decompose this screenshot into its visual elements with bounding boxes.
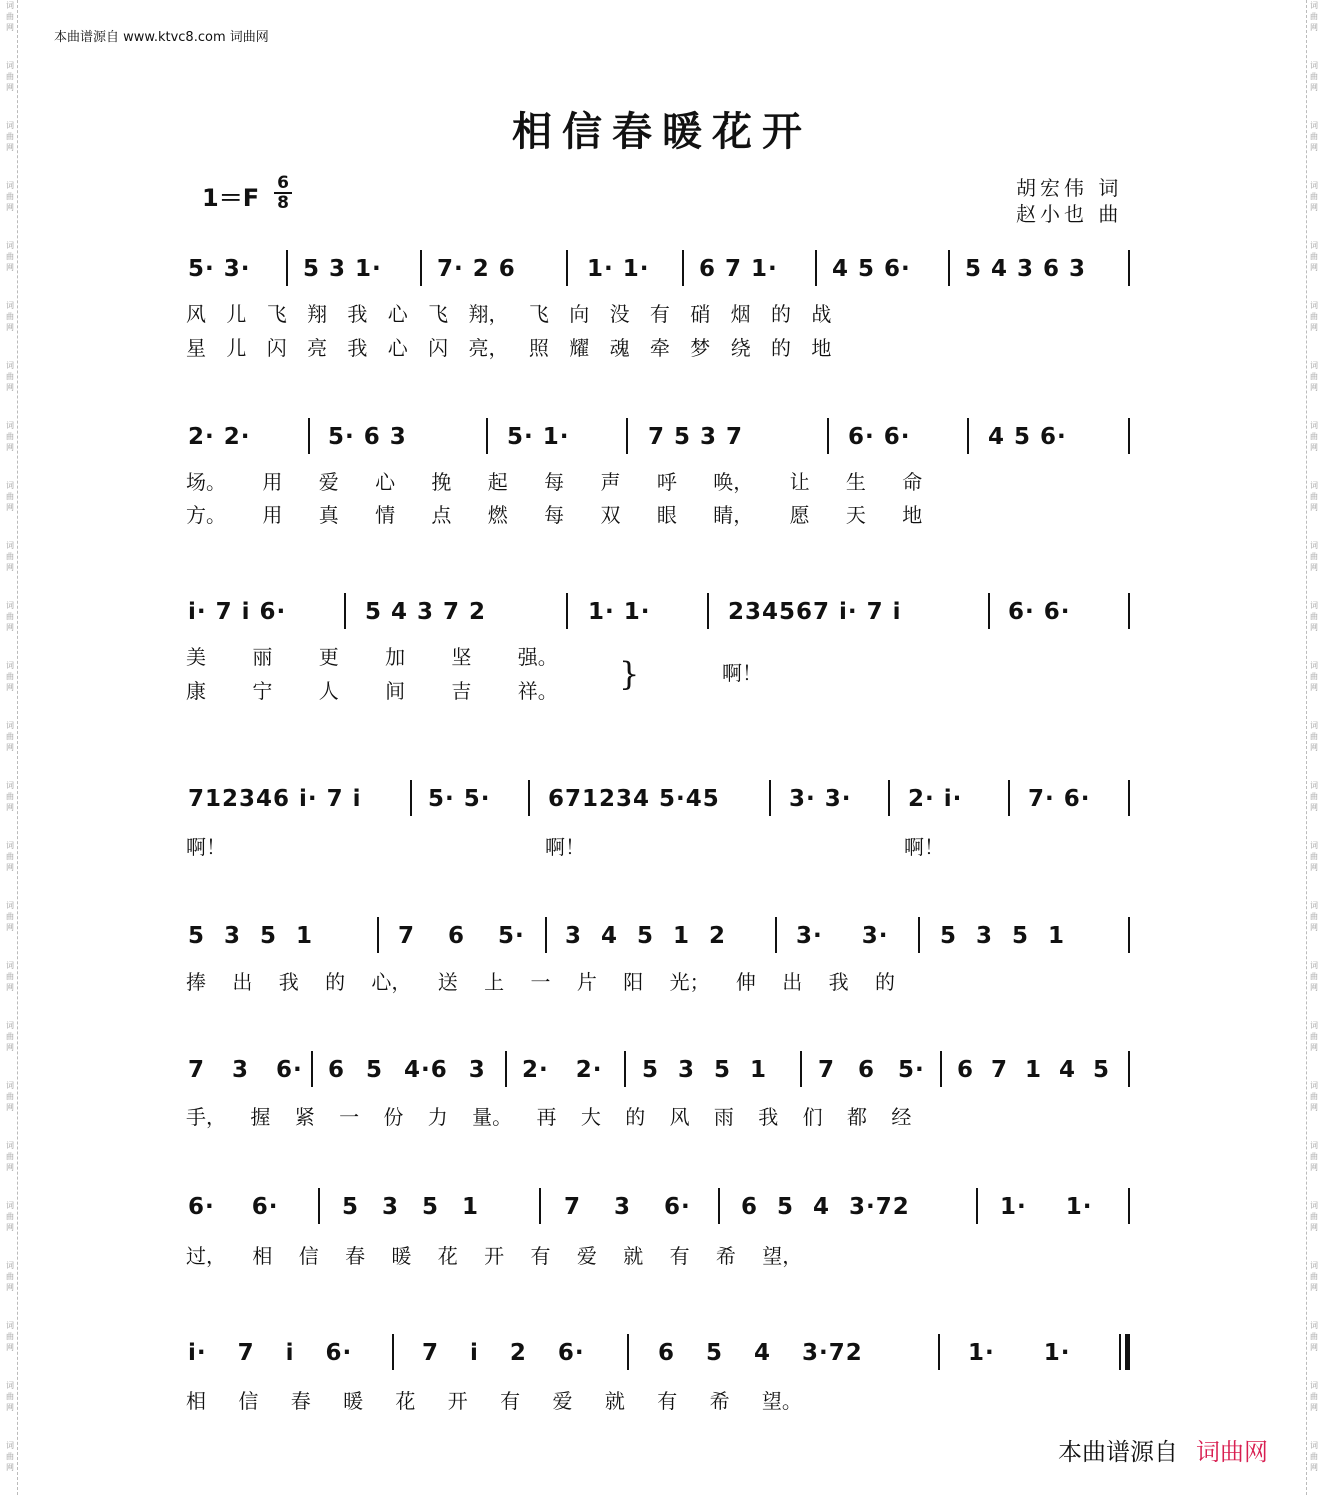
watermark-text: 词 曲 网 bbox=[6, 1321, 14, 1352]
watermark-text: 词 曲 网 bbox=[1310, 721, 1318, 752]
measure: 2· 2· bbox=[188, 424, 251, 450]
barline bbox=[318, 1188, 320, 1224]
watermark-text: 词 曲 网 bbox=[6, 1141, 14, 1172]
measure: 712346 i· 7 i bbox=[188, 786, 362, 812]
watermark-text: 词 曲 网 bbox=[1310, 661, 1318, 692]
barline bbox=[967, 418, 969, 454]
watermark-text: 词 曲 网 bbox=[6, 121, 14, 152]
measure: 7 3 6· bbox=[188, 1057, 303, 1083]
watermark-text: 词 曲 网 bbox=[6, 721, 14, 752]
barline bbox=[948, 250, 950, 286]
watermark-text: 词 曲 网 bbox=[1310, 1081, 1318, 1112]
barline bbox=[800, 1051, 802, 1087]
barline bbox=[1128, 250, 1130, 286]
lyric-line-verse-1: 风 儿 飞 翔 我 心 飞 翔， 飞 向 没 有 硝 烟 的 战 bbox=[186, 302, 832, 326]
barline bbox=[918, 917, 920, 953]
footer-source-prefix: 本曲谱源自 bbox=[1058, 1438, 1178, 1466]
lyric-line-verse-2: 方。 用 真 情 点 燃 每 双 眼 睛， 愿 天 地 bbox=[186, 503, 923, 527]
measure: 5· 6 3 bbox=[328, 424, 407, 450]
watermark-text: 词 曲 网 bbox=[6, 1381, 14, 1412]
interjection: 啊！ bbox=[722, 661, 762, 685]
interjection: 啊！ bbox=[186, 835, 226, 859]
watermark-text: 词 曲 网 bbox=[6, 1081, 14, 1112]
barline bbox=[1128, 780, 1130, 816]
measure: 6 7 1 4 5 bbox=[957, 1057, 1111, 1083]
watermark-text: 词 曲 网 bbox=[1310, 841, 1318, 872]
watermark-text: 词 曲 网 bbox=[1310, 421, 1318, 452]
measure: 5· 3· bbox=[188, 256, 251, 282]
measure: 7 3 6· bbox=[564, 1194, 691, 1220]
measure: i· 7 i 6· bbox=[188, 599, 287, 625]
measure: 6 7 1· bbox=[699, 256, 778, 282]
barline bbox=[1128, 593, 1130, 629]
measure: 3· 3· bbox=[796, 923, 889, 949]
watermark-text: 词 曲 网 bbox=[1310, 781, 1318, 812]
measure: 6· 6· bbox=[188, 1194, 279, 1220]
measure: 1· 1· bbox=[968, 1340, 1071, 1366]
measure: 6 5 4 3·72 bbox=[741, 1194, 910, 1220]
barline bbox=[420, 250, 422, 286]
footer-site-link[interactable]: 词曲网 bbox=[1196, 1438, 1268, 1466]
watermark-text: 词 曲 网 bbox=[6, 601, 14, 632]
barline bbox=[1008, 780, 1010, 816]
measure: 2· 2· bbox=[522, 1057, 603, 1083]
watermark-text: 词 曲 网 bbox=[1310, 1021, 1318, 1052]
measure: 5 4 3 7 2 bbox=[365, 599, 487, 625]
header-source-text[interactable]: 本曲谱源自 www.ktvc8.com 词曲网 bbox=[54, 30, 269, 45]
lyric-line: 过， 相 信 春 暖 花 开 有 爱 就 有 希 望， bbox=[186, 1244, 803, 1268]
barline bbox=[566, 250, 568, 286]
barline bbox=[344, 593, 346, 629]
measure: 5 3 5 1 bbox=[940, 923, 1066, 949]
watermark-text: 词 曲 网 bbox=[1310, 481, 1318, 512]
song-title: 相信春暖花开 bbox=[512, 108, 812, 155]
watermark-text: 词 曲 网 bbox=[6, 901, 14, 932]
watermark-text: 词 曲 网 bbox=[1310, 181, 1318, 212]
barline bbox=[1128, 1051, 1130, 1087]
watermark-text: 词 曲 网 bbox=[1310, 1141, 1318, 1172]
lyric-line-verse-1: 美 丽 更 加 坚 强。 bbox=[186, 645, 558, 669]
lyric-line-verse-1: 场。 用 爱 心 挽 起 每 声 呼 唤， 让 生 命 bbox=[186, 470, 923, 494]
measure: 5 4 3 6 3 bbox=[965, 256, 1087, 282]
barline bbox=[888, 780, 890, 816]
barline bbox=[1128, 917, 1130, 953]
watermark-text: 词 曲 网 bbox=[1310, 1381, 1318, 1412]
barline bbox=[827, 418, 829, 454]
watermark-text: 词 曲 网 bbox=[1310, 61, 1318, 92]
barline bbox=[410, 780, 412, 816]
watermark-text: 词 曲 网 bbox=[1310, 1261, 1318, 1292]
measure: 7· 2 6 bbox=[437, 256, 516, 282]
measure: 2· i· bbox=[908, 786, 963, 812]
watermark-text: 词 曲 网 bbox=[6, 241, 14, 272]
measure: 3· 3· bbox=[789, 786, 852, 812]
measure: 1· 1· bbox=[587, 256, 650, 282]
barline bbox=[566, 593, 568, 629]
barline bbox=[1128, 418, 1130, 454]
measure: 5 3 5 1 bbox=[342, 1194, 480, 1220]
watermark-text: 词 曲 网 bbox=[6, 61, 14, 92]
watermark-text: 词 曲 网 bbox=[6, 1441, 14, 1472]
measure: 7· 6· bbox=[1028, 786, 1091, 812]
measure: 1· 1· bbox=[1000, 1194, 1093, 1220]
watermark-text: 词 曲 网 bbox=[6, 541, 14, 572]
measure: 234567 i· 7 i bbox=[728, 599, 902, 625]
barline bbox=[392, 1334, 394, 1370]
watermark-text: 词 曲 网 bbox=[1310, 1201, 1318, 1232]
measure: 6 5 4 3·72 bbox=[658, 1340, 863, 1366]
key-signature: 1＝F bbox=[202, 184, 260, 212]
barline bbox=[505, 1051, 507, 1087]
measure: 7 5 3 7 bbox=[648, 424, 744, 450]
barline bbox=[718, 1188, 720, 1224]
watermark-text: 词 曲 网 bbox=[1310, 1441, 1318, 1472]
measure: i· 7 i 6· bbox=[188, 1340, 353, 1366]
interjection: 啊！ bbox=[904, 835, 944, 859]
barline bbox=[940, 1051, 942, 1087]
barline bbox=[938, 1334, 940, 1370]
watermark-text: 词 曲 网 bbox=[1310, 121, 1318, 152]
lyricist-credit: 胡宏伟 词 bbox=[1016, 176, 1123, 200]
measure: 4 5 6· bbox=[988, 424, 1067, 450]
watermark-text: 词 曲 网 bbox=[6, 661, 14, 692]
barline bbox=[528, 780, 530, 816]
interjection: 啊！ bbox=[545, 835, 585, 859]
barline bbox=[976, 1188, 978, 1224]
watermark-text: 词 曲 网 bbox=[6, 1, 14, 32]
watermark-text: 词 曲 网 bbox=[1310, 1321, 1318, 1352]
watermark-text: 词 曲 网 bbox=[1310, 361, 1318, 392]
barline bbox=[769, 780, 771, 816]
watermark-text: 词 曲 网 bbox=[6, 481, 14, 512]
watermark-text: 词 曲 网 bbox=[1310, 241, 1318, 272]
barline bbox=[286, 250, 288, 286]
barline bbox=[682, 250, 684, 286]
lyric-line: 捧 出 我 的 心， 送 上 一 片 阳 光； 伸 出 我 的 bbox=[186, 970, 896, 994]
barline bbox=[626, 418, 628, 454]
measure: 6· 6· bbox=[848, 424, 911, 450]
barline bbox=[627, 1334, 629, 1370]
watermark-text: 词 曲 网 bbox=[1310, 301, 1318, 332]
barline bbox=[311, 1051, 313, 1087]
barline bbox=[1128, 1188, 1130, 1224]
final-barline-thick bbox=[1125, 1334, 1130, 1370]
barline bbox=[377, 917, 379, 953]
measure: 5· 5· bbox=[428, 786, 491, 812]
barline bbox=[775, 917, 777, 953]
barline bbox=[545, 917, 547, 953]
lyric-line-verse-2: 星 儿 闪 亮 我 心 闪 亮， 照 耀 魂 牵 梦 绕 的 地 bbox=[186, 336, 832, 360]
watermark-text: 词 曲 网 bbox=[6, 961, 14, 992]
barline bbox=[624, 1051, 626, 1087]
measure: 7 6 5· bbox=[398, 923, 525, 949]
barline bbox=[308, 418, 310, 454]
watermark-text: 词 曲 网 bbox=[6, 361, 14, 392]
measure: 4 5 6· bbox=[832, 256, 911, 282]
barline bbox=[707, 593, 709, 629]
measure: 671234 5·45 bbox=[548, 786, 720, 812]
measure: 5· 1· bbox=[507, 424, 570, 450]
time-signature-top: 6 bbox=[277, 173, 289, 193]
watermark-text: 词 曲 网 bbox=[6, 1261, 14, 1292]
barline bbox=[539, 1188, 541, 1224]
measure: 6 5 4·6 3 bbox=[328, 1057, 486, 1083]
barline bbox=[486, 418, 488, 454]
measure: 7 i 2 6· bbox=[422, 1340, 585, 1366]
lyric-line-verse-2: 康 宁 人 间 吉 祥。 bbox=[186, 679, 558, 703]
measure: 3 4 5 1 2 bbox=[565, 923, 727, 949]
watermark-text: 词 曲 网 bbox=[6, 781, 14, 812]
watermark-text: 词 曲 网 bbox=[1310, 961, 1318, 992]
watermark-text: 词 曲 网 bbox=[6, 301, 14, 332]
time-signature bbox=[272, 174, 294, 212]
watermark-text: 词 曲 网 bbox=[6, 841, 14, 872]
measure: 5 3 5 1 bbox=[188, 923, 314, 949]
watermark-text: 词 曲 网 bbox=[1310, 1, 1318, 32]
watermark-text: 词 曲 网 bbox=[6, 181, 14, 212]
measure: 7 6 5· bbox=[818, 1057, 925, 1083]
measure: 5 3 1· bbox=[303, 256, 382, 282]
watermark-text: 词 曲 网 bbox=[6, 1201, 14, 1232]
measure: 1· 1· bbox=[588, 599, 651, 625]
measure: 5 3 5 1 bbox=[642, 1057, 768, 1083]
lyric-line: 相 信 春 暖 花 开 有 爱 就 有 希 望。 bbox=[186, 1389, 802, 1413]
time-signature-bottom: 8 bbox=[277, 193, 289, 213]
measure: 6· 6· bbox=[1008, 599, 1071, 625]
watermark-text: 词 曲 网 bbox=[1310, 901, 1318, 932]
lyric-line: 手， 握 紧 一 份 力 量。 再 大 的 风 雨 我 们 都 经 bbox=[186, 1105, 912, 1129]
watermark-text: 词 曲 网 bbox=[6, 421, 14, 452]
barline bbox=[988, 593, 990, 629]
watermark-text: 词 曲 网 bbox=[1310, 541, 1318, 572]
barline bbox=[815, 250, 817, 286]
watermark-text: 词 曲 网 bbox=[6, 1021, 14, 1052]
composer-credit: 赵小也 曲 bbox=[1016, 202, 1123, 226]
verse-brace-icon: } bbox=[619, 655, 640, 693]
watermark-text: 词 曲 网 bbox=[1310, 601, 1318, 632]
final-barline-thin bbox=[1119, 1334, 1121, 1370]
